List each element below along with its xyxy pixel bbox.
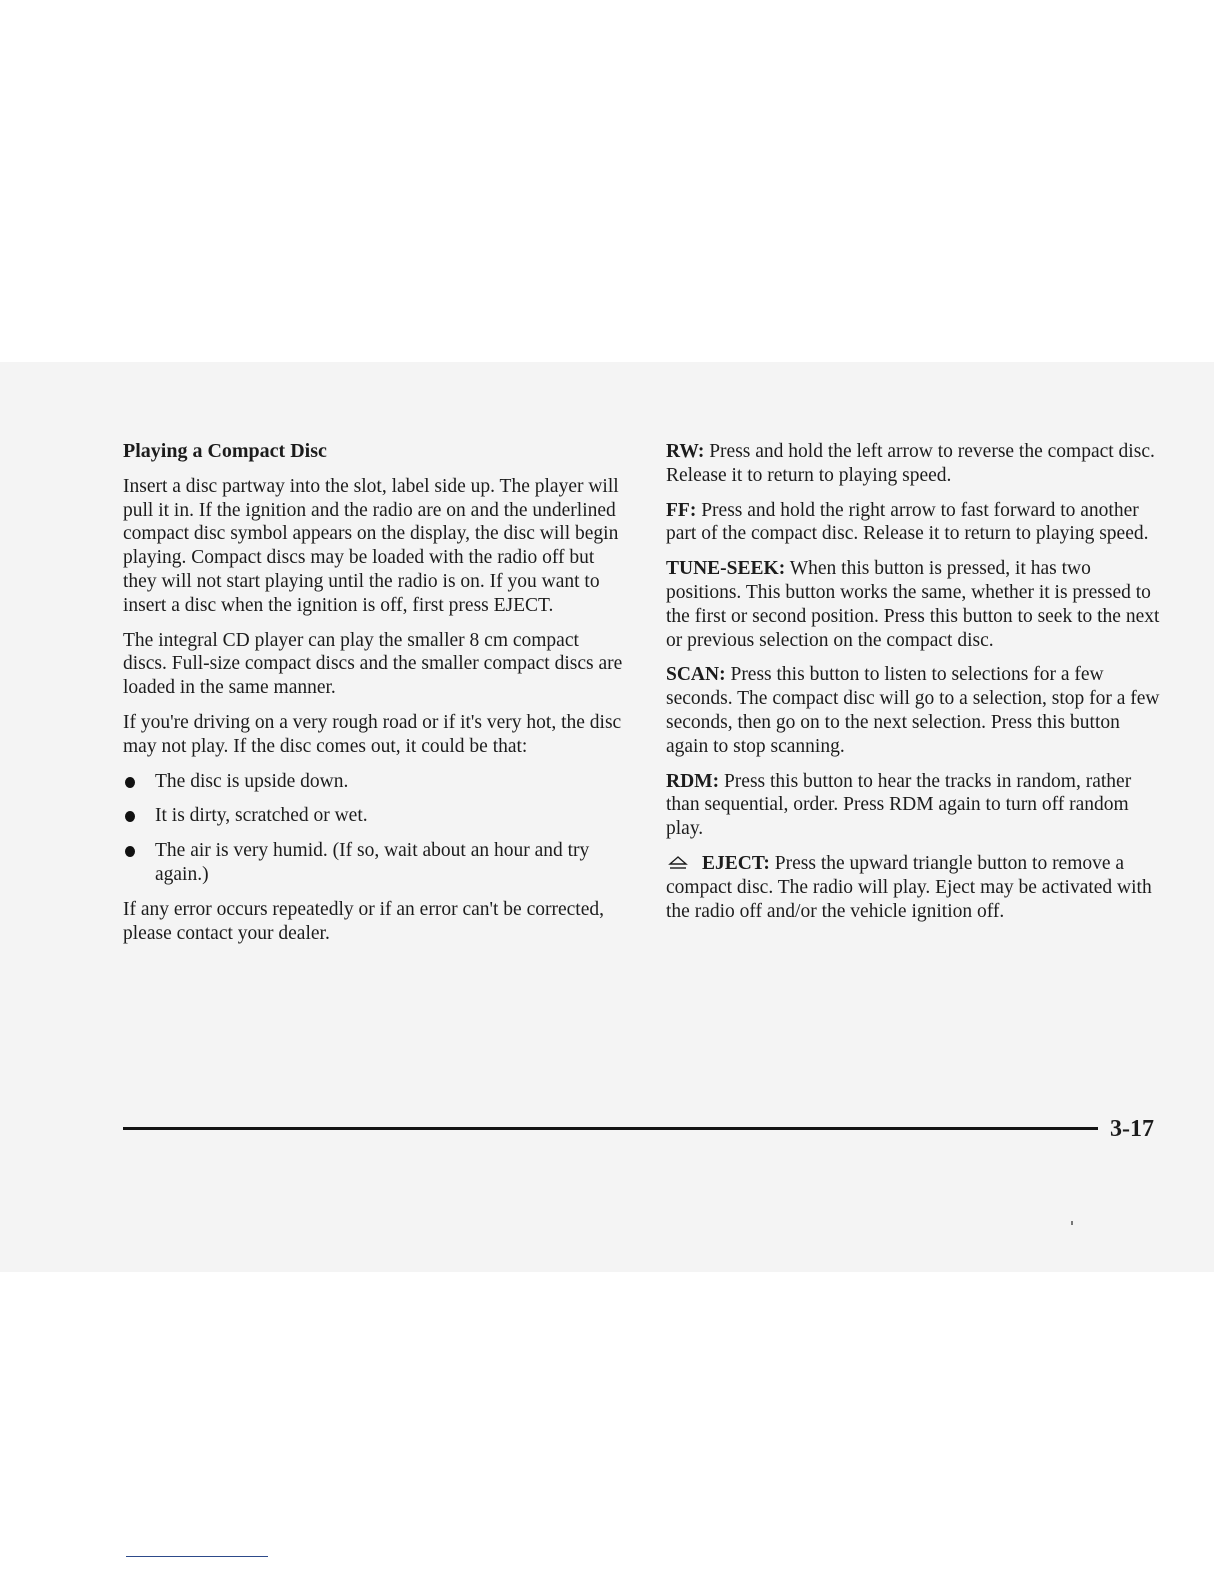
- paragraph-contact-dealer: If any error occurs repeatedly or if an error can't be corrected, please contact your dealer.: [123, 898, 604, 944]
- paragraph-small-discs: The integral CD player can play the smaller 8 cm compact discs. Full-size compact discs and the smaller compact discs are loaded in the same manner.: [123, 629, 623, 699]
- term-description: When this button is pressed, it has two positions. This button works the same, whether it is pressed to the first or second position. Press this button to seek to the next or previous selection on the compact disc.: [666, 558, 1160, 651]
- term-description: Press and hold the right arrow to fast forward to another part of the compact disc. Release it to return to playing speed.: [666, 499, 1149, 545]
- section-heading: Playing a Compact Disc: [123, 440, 327, 462]
- paragraph-insert-disc: Insert a disc partway into the slot, label side up. The player will pull it in. If the ignition and the radio are on and the underlined compact disc symbol appears on the display, the disc will begin playing. Compact discs may be loaded with the radio off but they will not start playing until the radio is on. If you want to insert a disc when the ignition is off, first press EJECT.: [123, 475, 619, 616]
- left-column: [123, 440, 623, 956]
- item-ff: [666, 499, 1166, 547]
- term-label: TUNE-SEEK:: [666, 558, 786, 580]
- term-description: Press and hold the left arrow to reverse the compact disc. Release it to return to playing speed.: [666, 441, 1155, 486]
- bullet-icon: [125, 846, 135, 857]
- item-tune-seek: [666, 557, 1166, 652]
- list-item: [123, 770, 623, 794]
- item-scan: [666, 663, 1166, 758]
- term-label: EJECT:: [702, 852, 770, 874]
- item-eject: [666, 852, 1166, 923]
- paragraph-disc-may-not-play: If you're driving on a very rough road or if it's very hot, the disc may not play. If the disc comes out, it could be that:: [123, 711, 622, 757]
- footer-rule: [123, 1127, 1098, 1130]
- term-description: Press this button to hear the tracks in random, rather than sequential, order. Press RDM again to turn off random play.: [666, 770, 1132, 840]
- term-label: FF:: [666, 499, 697, 521]
- bullet-list: [123, 770, 623, 887]
- term-label: RW:: [666, 441, 705, 462]
- eject-icon: [668, 856, 688, 870]
- term-description: Press the upward triangle button to remove a compact disc. The radio will play. Eject may be activated with the radio off and/or the vehicle ignition off.: [666, 852, 1152, 922]
- item-rw: [666, 440, 1166, 488]
- list-item: [123, 804, 623, 828]
- term-label: RDM:: [666, 770, 720, 792]
- page-number: 3-17: [1110, 1116, 1154, 1142]
- list-item: [123, 839, 623, 887]
- list-item-text: The air is very humid. (If so, wait about an hour and try again.): [155, 840, 590, 885]
- list-item-text: The disc is upside down.: [155, 770, 349, 792]
- term-label: SCAN:: [666, 664, 726, 686]
- bullet-icon: [125, 777, 135, 788]
- bullet-icon: [125, 811, 135, 822]
- scan-speck: [1071, 1221, 1073, 1225]
- term-description: Press this button to listen to selections for a few seconds. The compact disc will go to a selection, stop for a few seconds, then go on to the next selection. Press this button again to stop scanning.: [666, 664, 1160, 757]
- item-rdm: [666, 770, 1166, 841]
- right-column: [666, 440, 1166, 934]
- list-item-text: It is dirty, scratched or wet.: [155, 805, 368, 827]
- bottom-line: [126, 1556, 268, 1557]
